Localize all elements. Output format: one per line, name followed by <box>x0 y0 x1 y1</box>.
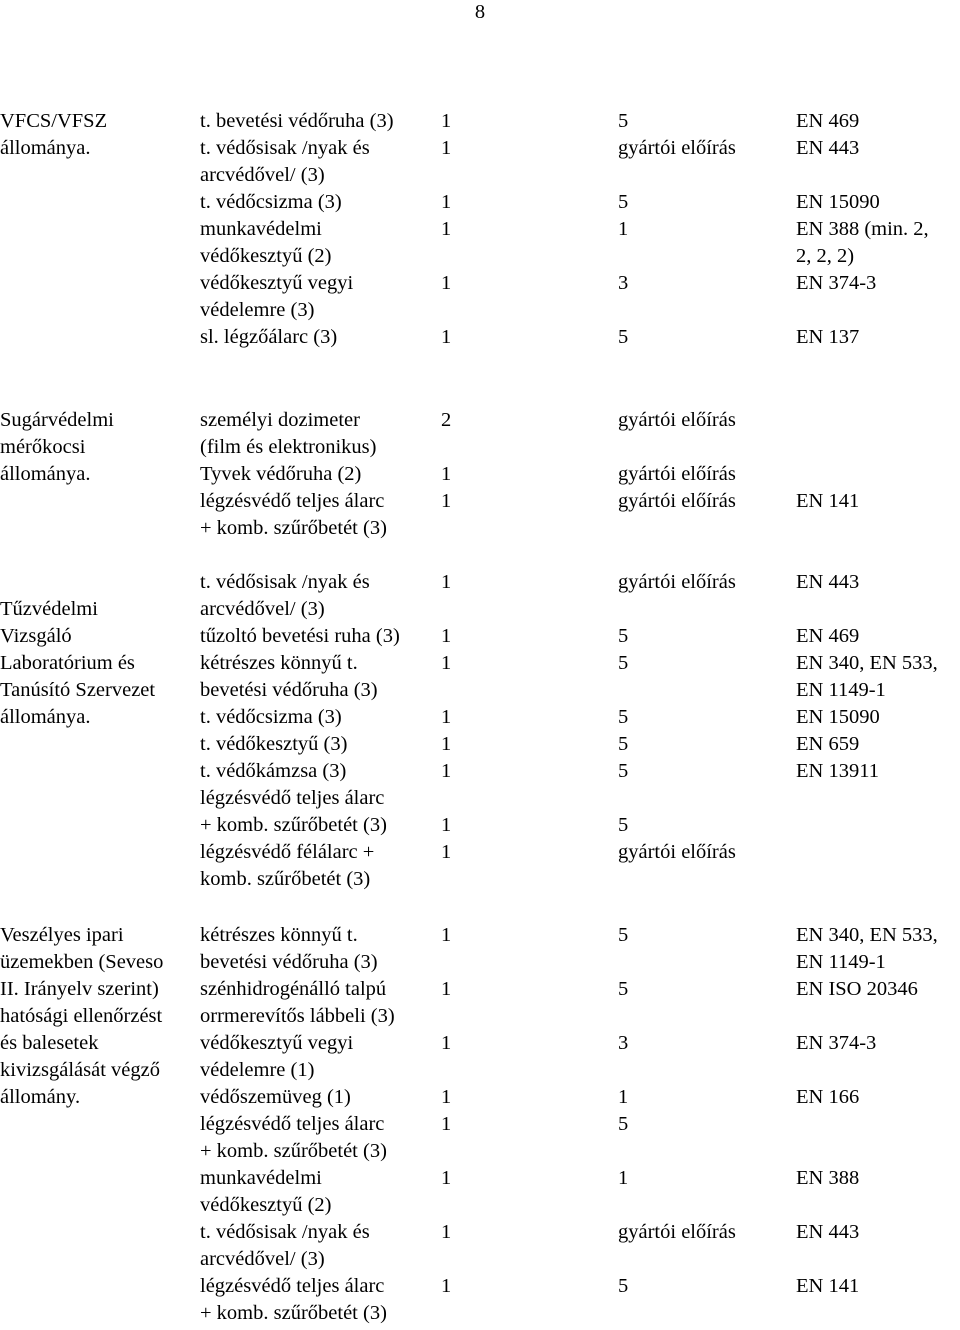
table-row <box>0 839 960 866</box>
equipment-cell: kétrészes könnyű t. <box>200 652 358 674</box>
lifetime-cell: gyártói előírás <box>618 463 736 485</box>
table-row <box>0 922 960 949</box>
quantity-cell: 1 <box>441 1086 452 1108</box>
quantity-cell: 1 <box>441 814 452 836</box>
table-row <box>0 270 960 297</box>
equipment-cell: t. védősisak /nyak és <box>200 137 370 159</box>
table-row <box>0 1273 960 1300</box>
equipment-cell: kétrészes könnyű t. <box>200 924 358 946</box>
table-row <box>0 623 960 650</box>
standard-cell: EN 1149-1 <box>796 679 886 701</box>
standard-cell: EN 141 <box>796 1275 860 1297</box>
lifetime-cell: 5 <box>618 1275 629 1297</box>
category-cell: Tanúsító Szervezet <box>0 679 156 701</box>
standard-cell: EN ISO 20346 <box>796 978 918 1000</box>
standard-cell: EN 659 <box>796 733 860 755</box>
standard-cell: EN 137 <box>796 326 860 348</box>
equipment-cell: komb. szűrőbetét (3) <box>200 868 371 890</box>
category-cell: Laboratórium és <box>0 652 135 674</box>
lifetime-cell: 5 <box>618 733 629 755</box>
quantity-cell: 1 <box>441 625 452 647</box>
lifetime-cell: 5 <box>618 1113 629 1135</box>
table-row <box>0 108 960 135</box>
equipment-cell: munkavédelmi <box>200 1167 322 1189</box>
equipment-cell: légzésvédő teljes álarc <box>200 1113 385 1135</box>
quantity-cell: 1 <box>441 1275 452 1297</box>
quantity-cell: 1 <box>441 137 452 159</box>
quantity-cell: 1 <box>441 841 452 863</box>
quantity-cell: 1 <box>441 326 452 348</box>
lifetime-cell: 5 <box>618 652 629 674</box>
lifetime-cell: gyártói előírás <box>618 490 736 512</box>
table-row <box>0 1138 960 1165</box>
quantity-cell: 1 <box>441 924 452 946</box>
equipment-cell: arcvédővel/ (3) <box>200 1248 325 1270</box>
table-row <box>0 407 960 434</box>
category-cell: VFCS/VFSZ <box>0 110 108 132</box>
equipment-cell: t. védősisak /nyak és <box>200 571 370 593</box>
table-row <box>0 704 960 731</box>
equipment-cell: védőkesztyű (2) <box>200 1194 332 1216</box>
lifetime-cell: 3 <box>618 1032 629 1054</box>
lifetime-cell: 5 <box>618 924 629 946</box>
table-row <box>0 162 960 189</box>
table-row <box>0 243 960 270</box>
equipment-cell: + komb. szűrőbetét (3) <box>200 517 387 539</box>
equipment-cell: t. védőkámzsa (3) <box>200 760 347 782</box>
table-row <box>0 189 960 216</box>
equipment-cell: (film és elektronikus) <box>200 436 377 458</box>
table-row <box>0 1084 960 1111</box>
quantity-cell: 1 <box>441 978 452 1000</box>
standard-cell: EN 443 <box>796 571 860 593</box>
table-row <box>0 461 960 488</box>
standard-cell: EN 443 <box>796 137 860 159</box>
quantity-cell: 1 <box>441 760 452 782</box>
standard-cell: EN 13911 <box>796 760 879 782</box>
lifetime-cell: 1 <box>618 1086 629 1108</box>
equipment-cell: személyi dozimeter <box>200 409 360 431</box>
table-row <box>0 1003 960 1030</box>
lifetime-cell: gyártói előírás <box>618 137 736 159</box>
lifetime-cell: gyártói előírás <box>618 409 736 431</box>
table-row <box>0 785 960 812</box>
quantity-cell: 1 <box>441 571 452 593</box>
table-row <box>0 297 960 324</box>
equipment-cell: védőszemüveg (1) <box>200 1086 351 1108</box>
lifetime-cell: 5 <box>618 110 629 132</box>
equipment-cell: arcvédővel/ (3) <box>200 598 325 620</box>
table-row <box>0 515 960 542</box>
standard-cell: EN 340, EN 533, <box>796 652 938 674</box>
table-row <box>0 949 960 976</box>
equipment-cell: légzésvédő félálarc + <box>200 841 375 863</box>
table-row <box>0 1165 960 1192</box>
lifetime-cell: 3 <box>618 272 629 294</box>
standard-cell: EN 469 <box>796 625 860 647</box>
table-row <box>0 216 960 243</box>
category-cell: Veszélyes ipari <box>0 924 124 946</box>
table-row <box>0 1300 960 1327</box>
lifetime-cell: 5 <box>618 625 629 647</box>
table-row <box>0 1057 960 1084</box>
category-cell: Vizsgáló <box>0 625 72 647</box>
quantity-cell: 1 <box>441 191 452 213</box>
equipment-cell: t. védőcsizma (3) <box>200 191 342 213</box>
equipment-cell: bevetési védőruha (3) <box>200 679 378 701</box>
table-row <box>0 650 960 677</box>
equipment-cell: légzésvédő teljes álarc <box>200 787 385 809</box>
equipment-cell: t. bevetési védőruha (3) <box>200 110 394 132</box>
equipment-cell: arcvédővel/ (3) <box>200 164 325 186</box>
equipment-cell: munkavédelmi <box>200 218 322 240</box>
table-row <box>0 976 960 1003</box>
equipment-cell: + komb. szűrőbetét (3) <box>200 814 387 836</box>
standard-cell: EN 374-3 <box>796 1032 877 1054</box>
quantity-cell: 2 <box>441 409 452 431</box>
lifetime-cell: gyártói előírás <box>618 841 736 863</box>
lifetime-cell: 5 <box>618 191 629 213</box>
standard-cell: EN 1149-1 <box>796 951 886 973</box>
quantity-cell: 1 <box>441 218 452 240</box>
equipment-cell: t. védősisak /nyak és <box>200 1221 370 1243</box>
table-row <box>0 758 960 785</box>
equipment-cell: védőkesztyű vegyi <box>200 1032 354 1054</box>
table-row <box>0 1246 960 1273</box>
lifetime-cell: gyártói előírás <box>618 1221 736 1243</box>
table-row <box>0 677 960 704</box>
standard-cell: EN 374-3 <box>796 272 877 294</box>
table-row <box>0 1192 960 1219</box>
quantity-cell: 1 <box>441 272 452 294</box>
quantity-cell: 1 <box>441 1221 452 1243</box>
lifetime-cell: gyártói előírás <box>618 571 736 593</box>
equipment-cell: t. védőkesztyű (3) <box>200 733 348 755</box>
category-cell: II. Irányelv szerint) <box>0 978 159 1000</box>
lifetime-cell: 5 <box>618 814 629 836</box>
standard-cell: EN 141 <box>796 490 860 512</box>
category-cell: és balesetek <box>0 1032 99 1054</box>
standard-cell: EN 388 (min. 2, <box>796 218 929 240</box>
equipment-cell: védelemre (1) <box>200 1059 315 1081</box>
table-row <box>0 812 960 839</box>
standard-cell: EN 166 <box>796 1086 860 1108</box>
equipment-cell: + komb. szűrőbetét (3) <box>200 1140 387 1162</box>
lifetime-cell: 5 <box>618 706 629 728</box>
category-cell: állománya. <box>0 706 91 728</box>
table-row <box>0 488 960 515</box>
category-cell: állomány. <box>0 1086 81 1108</box>
category-cell: kivizsgálását végző <box>0 1059 160 1081</box>
equipment-cell: védelemre (3) <box>200 299 315 321</box>
table-row <box>0 1111 960 1138</box>
quantity-cell: 1 <box>441 733 452 755</box>
quantity-cell: 1 <box>441 490 452 512</box>
equipment-cell: Tyvek védőruha (2) <box>200 463 362 485</box>
lifetime-cell: 5 <box>618 326 629 348</box>
standard-cell: EN 443 <box>796 1221 860 1243</box>
equipment-cell: légzésvédő teljes álarc <box>200 1275 385 1297</box>
quantity-cell: 1 <box>441 110 452 132</box>
table-row <box>0 596 960 623</box>
equipment-cell: védőkesztyű (2) <box>200 245 332 267</box>
table-row <box>0 866 960 893</box>
table-row <box>0 1030 960 1057</box>
category-cell: hatósági ellenőrzést <box>0 1005 163 1027</box>
table-row <box>0 569 960 596</box>
standard-cell: EN 15090 <box>796 191 880 213</box>
equipment-cell: légzésvédő teljes álarc <box>200 490 385 512</box>
equipment-cell: szénhidrogénálló talpú <box>200 978 387 1000</box>
equipment-cell: t. védőcsizma (3) <box>200 706 342 728</box>
quantity-cell: 1 <box>441 1113 452 1135</box>
category-cell: állománya. <box>0 137 91 159</box>
table-row <box>0 731 960 758</box>
standard-cell: 2, 2, 2) <box>796 245 855 267</box>
lifetime-cell: 5 <box>618 978 629 1000</box>
equipment-cell: sl. légzőálarc (3) <box>200 326 338 348</box>
lifetime-cell: 1 <box>618 218 629 240</box>
quantity-cell: 1 <box>441 1032 452 1054</box>
table-row <box>0 1219 960 1246</box>
equipment-cell: védőkesztyű vegyi <box>200 272 354 294</box>
category-cell: üzemekben (Seveso <box>0 951 164 973</box>
equipment-cell: tűzoltó bevetési ruha (3) <box>200 625 400 647</box>
category-cell: mérőkocsi <box>0 436 86 458</box>
equipment-cell: orrmerevítős lábbeli (3) <box>200 1005 395 1027</box>
table-row <box>0 434 960 461</box>
standard-cell: EN 340, EN 533, <box>796 924 938 946</box>
category-cell: állománya. <box>0 463 91 485</box>
standard-cell: EN 469 <box>796 110 860 132</box>
quantity-cell: 1 <box>441 463 452 485</box>
page-number: 8 <box>474 1 486 23</box>
quantity-cell: 1 <box>441 652 452 674</box>
standard-cell: EN 15090 <box>796 706 880 728</box>
lifetime-cell: 5 <box>618 760 629 782</box>
table-row <box>0 324 960 351</box>
equipment-cell: bevetési védőruha (3) <box>200 951 378 973</box>
quantity-cell: 1 <box>441 1167 452 1189</box>
table-row <box>0 135 960 162</box>
lifetime-cell: 1 <box>618 1167 629 1189</box>
category-cell: Tűzvédelmi <box>0 598 98 620</box>
quantity-cell: 1 <box>441 706 452 728</box>
category-cell: Sugárvédelmi <box>0 409 114 431</box>
standard-cell: EN 388 <box>796 1167 860 1189</box>
equipment-cell: + komb. szűrőbetét (3) <box>200 1302 387 1324</box>
